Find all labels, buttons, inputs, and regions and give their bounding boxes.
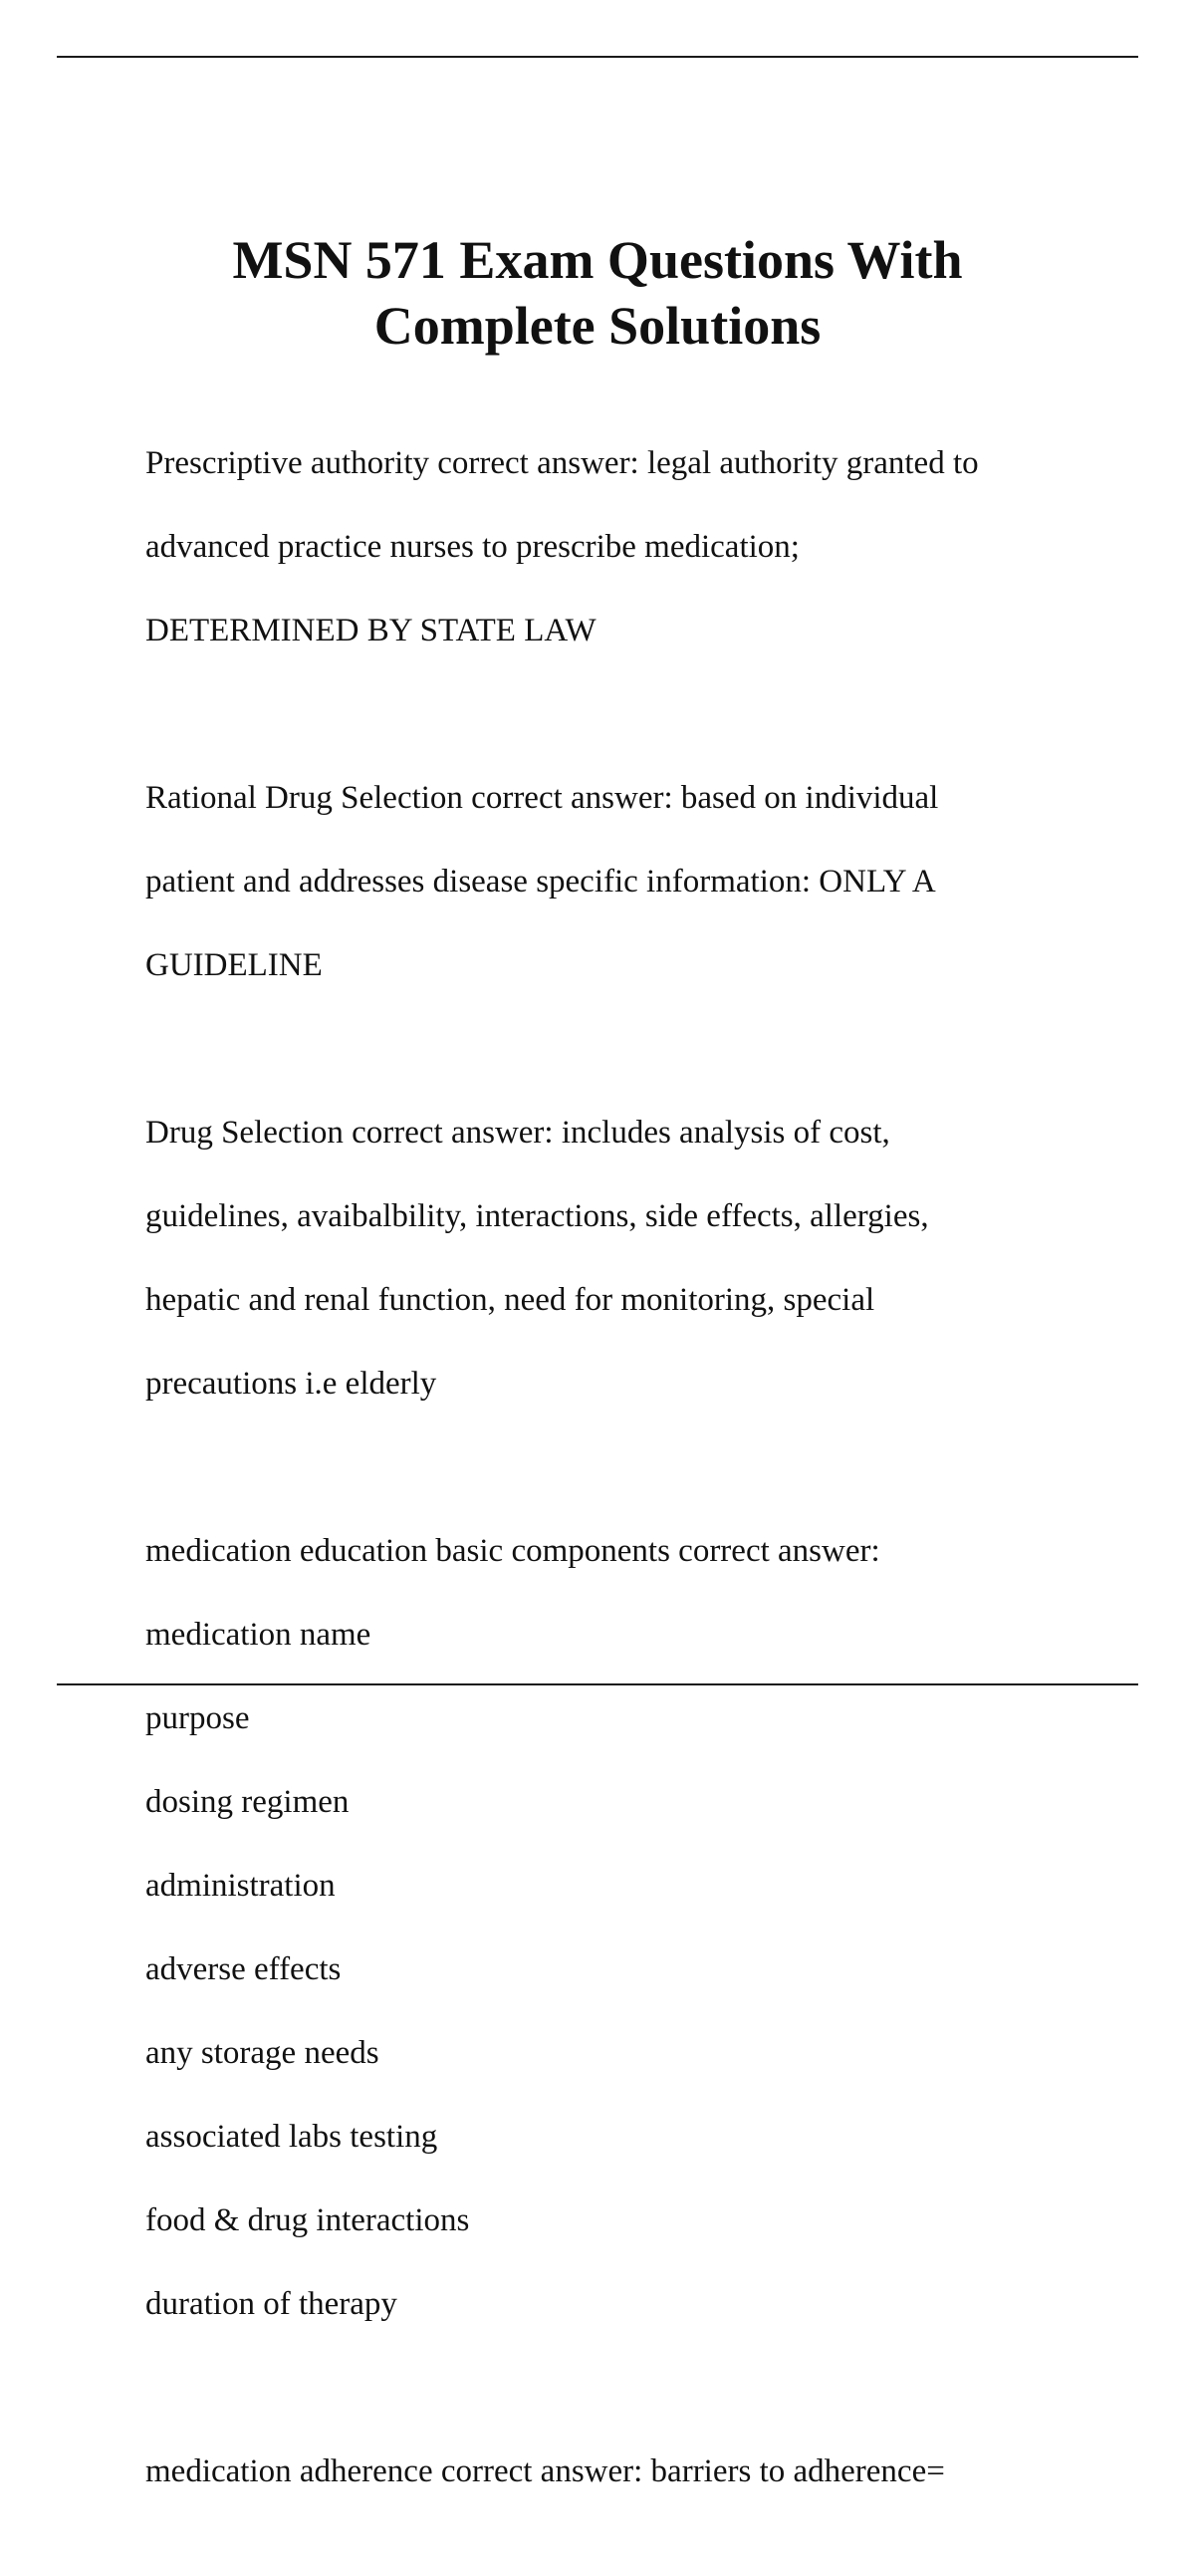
list-item: food & drug interactions [145,2202,470,2238]
entry-line: advanced practice nurses to prescribe medication; [145,529,800,565]
entry-line: Prescriptive authority correct answer: legal authority granted to [145,445,979,481]
qa-entry-drug-selection [145,1070,1141,1446]
qa-entry-medication-education [145,1488,1141,2367]
entry-line: guidelines, avaibalbility, interactions, side effects, allergies, [145,1198,929,1234]
document-title [0,227,1195,359]
entry-line: Rational Drug Selection correct answer: based on individual [145,780,939,816]
qa-entry-medication-adherence [145,2409,1141,2534]
title-line-2: Complete Solutions [373,296,822,356]
entry-line: Drug Selection correct answer: includes analysis of cost, [145,1115,890,1151]
list-item: any storage needs [145,2035,379,2071]
entry-line: medication adherence correct answer: barriers to adherence= [145,2453,945,2489]
entry-line: precautions i.e elderly [145,1366,437,1402]
list-item: medication name [145,1617,371,1653]
entry-line: GUIDELINE [145,947,323,983]
entry-line: patient and addresses disease specific information: ONLY A [145,864,936,900]
top-rule [57,56,1138,58]
entry-line: hepatic and renal function, need for monitoring, special [145,1282,875,1318]
title-line-1: MSN 571 Exam Questions With [232,230,963,290]
list-item: administration [145,1868,336,1904]
entry-line: DETERMINED BY STATE LAW [145,613,597,648]
document-body [145,400,1141,2576]
entry-line: medication education basic components correct answer: [145,1533,880,1569]
bottom-rule [57,1683,1138,1685]
list-item: associated labs testing [145,2119,438,2155]
list-item: dosing regimen [145,1784,350,1820]
list-item: adverse effects [145,1951,342,1987]
list-item: purpose [145,1700,250,1736]
qa-entry-prescriptive-authority [145,400,1141,693]
qa-entry-rational-drug-selection [145,735,1141,1028]
list-item: duration of therapy [145,2286,397,2322]
